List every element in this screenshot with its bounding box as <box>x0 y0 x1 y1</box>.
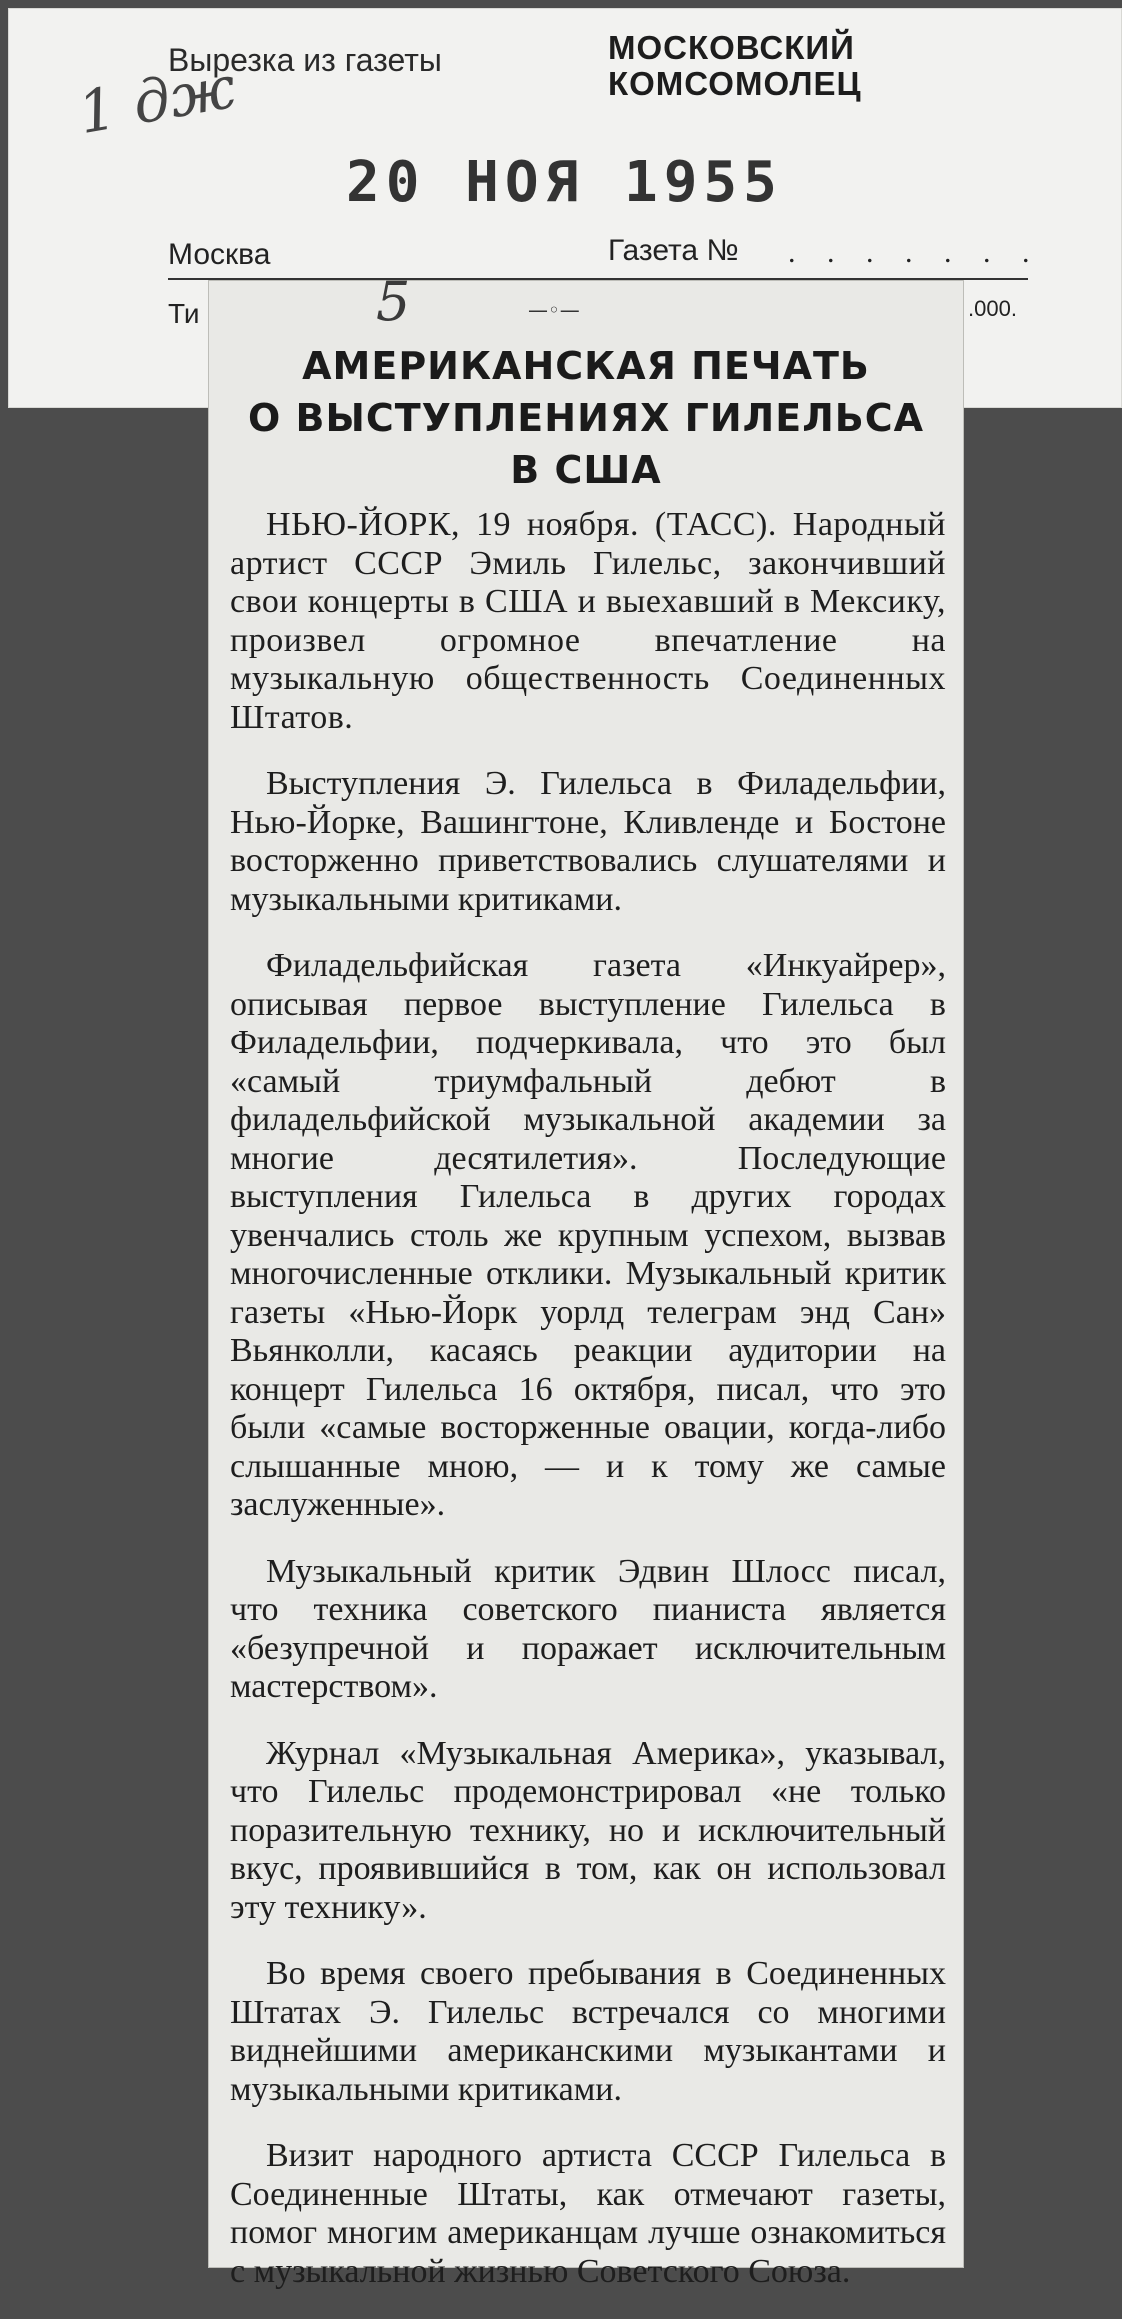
newspaper-name-line2: КОМСОМОЛЕЦ <box>608 65 862 102</box>
headline-line-3: В США <box>510 448 662 492</box>
paragraph-2: Выступления Э. Гилельса в Филадельфии, Нью-Йорке, Вашингтоне, Кливленде и Бостоне восторженно приветствовались слушателями и музыкальными критиками. <box>230 765 946 918</box>
handwritten-mark: 5 <box>376 270 411 333</box>
newspaper-name-line1: МОСКОВСКИЙ <box>608 29 855 66</box>
headline-line-1: АМЕРИКАНСКАЯ ПЕЧАТЬ <box>302 344 870 388</box>
article-body <box>230 506 946 2319</box>
paragraph-7: Визит народного артиста СССР Гилельса в Соединенные Штаты, как отмечают газеты, помог многим американцам лучше ознакомиться с музыкальной жизнью Советского Союза. <box>230 2137 946 2290</box>
newspaper-name <box>608 30 862 102</box>
article-headline <box>208 340 964 496</box>
tirazh-value: .000. <box>968 296 1017 321</box>
gazeta-number-label: Газета № <box>608 234 739 267</box>
date-stamp: 20 НОЯ 1955 <box>346 150 783 215</box>
paragraph-5: Журнал «Музыкальная Америка», указывал, что Гилельс продемонстрировал «не только поразительную технику, но и исключительный вкус, проявившийся в том, как он использовал эту технику». <box>230 1734 946 1926</box>
newspaper-clipping <box>208 270 964 2290</box>
headline-line-2: О ВЫСТУПЛЕНИЯХ ГИЛЕЛЬСА <box>247 396 925 440</box>
handwritten-note: 1 дж <box>73 52 241 148</box>
source-label: Вырезка из газеты <box>168 42 442 78</box>
city-label: Москва <box>168 238 271 271</box>
paragraph-4: Музыкальный критик Эдвин Шлосс писал, что техника советского пианиста является «безупречной и поражает исключительным мастерством». <box>230 1552 946 1705</box>
paragraph-1: НЬЮ-ЙОРК, 19 ноября. (ТАСС). Народный артист СССР Эмиль Гилельс, закончивший свои концерты в США и выехавший в Мексику, произвел огромное впечатление на музыкальную общественность Соединенных Штатов. <box>230 506 946 736</box>
tirazh-label: Ти <box>168 298 200 329</box>
gazeta-number-blank: . . . . . . . <box>788 236 1042 269</box>
ornament-divider: —◦— <box>528 298 580 322</box>
paragraph-3: Филадельфийская газета «Инкуайрер», описывая первое выступление Гилельса в Филадельфии, подчеркивала, что это был «самый триумфальный дебют в филадельфийской музыкальной академии за многие десятилетия». Последующие выступления Гилельса в других городах увенчались столь же крупным успехом, вызвав многочисленные отклики. Музыкальный критик газеты «Нью-Йорк уорлд телеграм энд Сан» Вьянколли, касаясь реакции аудитории на концерт Гилельса 16 октября, писал, что это были «самые восторженные овации, когда-либо слышанные мною, — и к тому же самые заслуженные». <box>230 947 946 1523</box>
paragraph-6: Во время своего пребывания в Соединенных Штатах Э. Гилельс встречался со многими виднейшими американскими музыкантами и музыкальными критиками. <box>230 1955 946 2108</box>
